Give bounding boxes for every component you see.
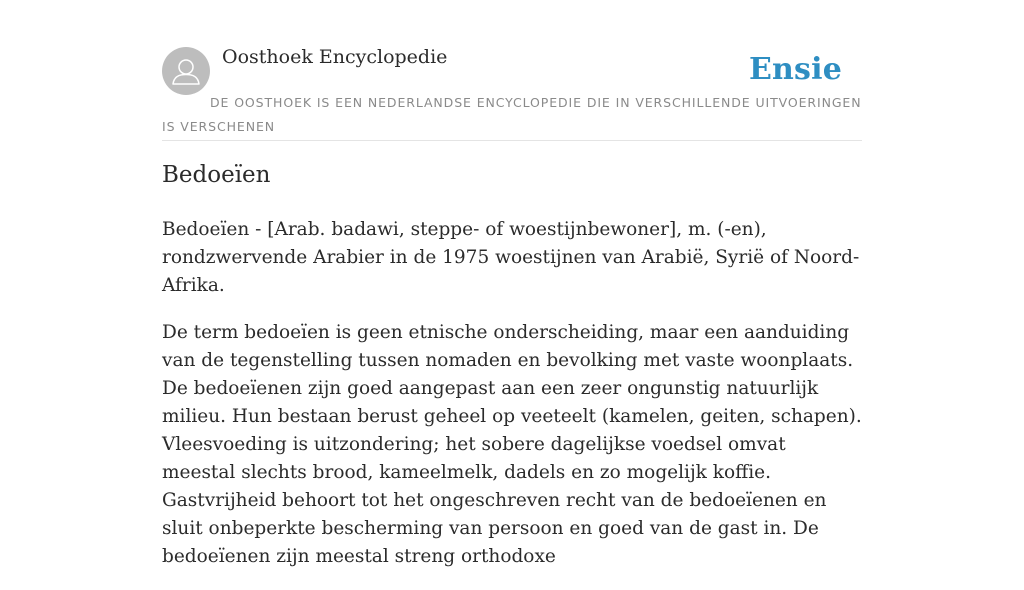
edge-fade xyxy=(984,420,1024,480)
page-header xyxy=(162,44,862,141)
article-title: Bedoeïen xyxy=(162,162,271,188)
article-paragraph: Bedoeïen - [Arab. badawi, steppe- of woestijnbewoner], m. (-en), rondzwervende Arabier in de 1975 woestijnen van Arabië, Syrië of Noord-Afrika. xyxy=(162,219,860,296)
user-icon xyxy=(162,47,210,95)
article-paragraph: De term bedoeïen is geen etnische onderscheiding, maar een aanduiding van de tegenstelling tussen nomaden en bevolking met vaste woonplaats. De bedoeïenen zijn goed aangepast aan een zeer ongunstig natuurlijk milieu. Hun bestaan berust geheel op veeteelt (kamelen, geiten, schapen). Vleesvoeding is uitzondering; het sobere dagelijkse voedsel omvat meestal slechts brood, kameelmelk, dadels en zo mogelijk koffie. Gastvrijheid behoort tot het ongeschreven recht van de bedoeïenen en sluit onbeperkte bescherming van persoon en goed van de gast in. De bedoeïenen zijn meestal streng orthodoxe xyxy=(162,322,862,567)
publisher-avatar[interactable] xyxy=(162,47,210,95)
article-body xyxy=(162,216,862,590)
publisher-tagline: DE OOSTHOEK IS EEN NEDERLANDSE ENCYCLOPEDIE DIE IN VERSCHILLENDE UITVOERINGEN IS VERSCHENEN xyxy=(162,95,862,134)
publisher-name-link[interactable]: Oosthoek Encyclopedie xyxy=(222,46,448,68)
brand-logo-link[interactable]: Ensie xyxy=(748,52,842,87)
